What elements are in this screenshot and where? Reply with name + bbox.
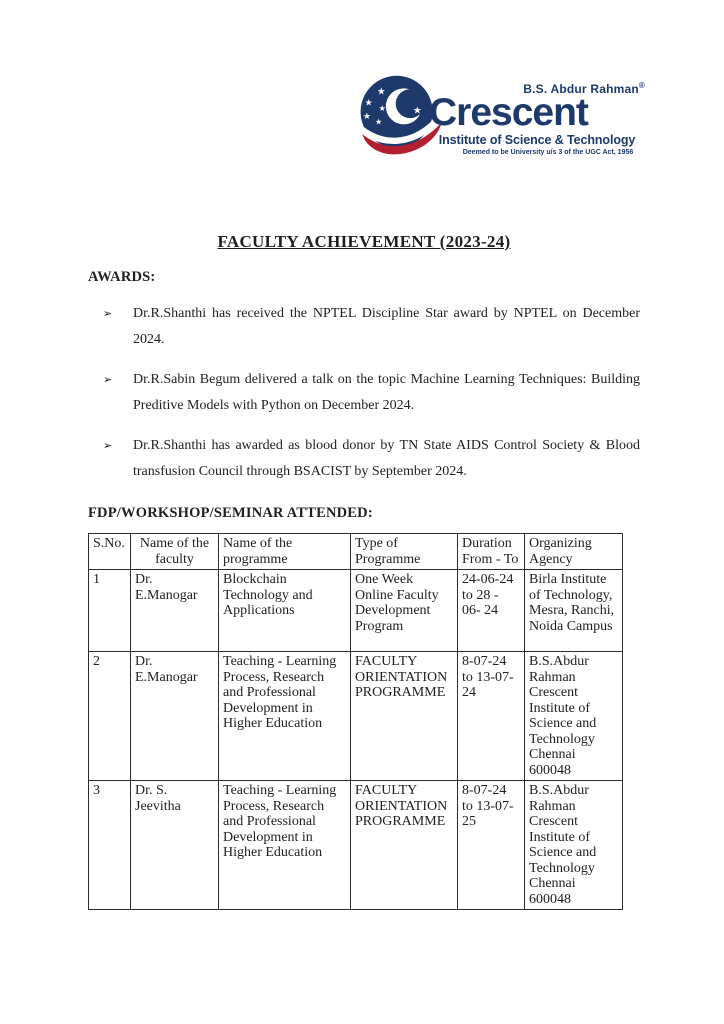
logo-tagline: Deemed to be University u/s 3 of the UGC Act, 1956 (462, 149, 634, 156)
award-item-text: Dr.R.Shanthi has awarded as blood donor by TN State AIDS Control Society & Blood transfusion Council through BSACIST by September 2024. (133, 438, 640, 479)
table-header-cell-sno: S.No. (89, 534, 131, 570)
table-header-row (89, 534, 623, 570)
fdp-section-heading: FDP/WORKSHOP/SEMINAR ATTENDED: (88, 505, 373, 521)
page-title: FACULTY ACHIEVEMENT (2023-24) (217, 232, 511, 251)
star-icon: ★ (378, 102, 386, 113)
registered-trademark: ® (638, 81, 645, 90)
table-header-cell-programme: Name of the programme (219, 534, 351, 570)
table-cell-agency: Birla Institute of Technology, Mesra, Ranchi, Noida Campus (525, 570, 623, 652)
table-cell-duration: 8-07-24 to 13-07- 25 (458, 781, 525, 910)
fdp-table (88, 533, 623, 910)
arrow-bullet-icon: ➢ (103, 373, 113, 386)
table-header-cell-faculty: Name of the faculty (131, 534, 219, 570)
logo-institute-line: Institute of Science & Technology (438, 133, 636, 147)
table-cell-sno: 2 (89, 652, 131, 781)
table-row (89, 781, 623, 910)
document-content (88, 232, 640, 910)
table-cell-agency: B.S.Abdur Rahman Crescent Institute of Science and Technology Chennai 600048 (525, 781, 623, 910)
arrow-bullet-icon: ➢ (103, 439, 113, 452)
awards-list (88, 301, 640, 485)
table-cell-programme: Blockchain Technology and Applications (219, 570, 351, 652)
award-item-text: Dr.R.Sabin Begum delivered a talk on the topic Machine Learning Techniques: Building Preditive Models with Python on December 2024. (133, 372, 640, 413)
table-cell-type: One Week Online Faculty Development Program (351, 570, 458, 652)
table-cell-programme: Teaching - Learning Process, Research and Professional Development in Higher Education (219, 781, 351, 910)
award-item-text: Dr.R.Shanthi has received the NPTEL Discipline Star award by NPTEL on December 2024. (133, 306, 640, 347)
award-item (88, 367, 640, 419)
table-cell-duration: 8-07-24 to 13-07- 24 (458, 652, 525, 781)
institution-logo (357, 72, 645, 172)
arrow-bullet-icon: ➢ (103, 307, 113, 320)
table-cell-faculty: Dr. E.Manogar (131, 652, 219, 781)
table-cell-duration: 24-06-24 to 28 - 06- 24 (458, 570, 525, 652)
table-cell-faculty: Dr. E.Manogar (131, 570, 219, 652)
star-icon: ★ (376, 86, 386, 98)
logo-parent-name-label: B.S. Abdur Rahman (523, 82, 639, 96)
table-cell-programme: Teaching - Learning Process, Research and Professional Development in Higher Education (219, 652, 351, 781)
logo-text-block (429, 72, 645, 156)
table-cell-type: FACULTY ORIENTATION PROGRAMME (351, 781, 458, 910)
star-icon: ★ (412, 105, 422, 117)
award-item (88, 301, 640, 353)
table-row (89, 570, 623, 652)
table-header-cell-duration: Duration From - To (458, 534, 525, 570)
star-icon: ★ (364, 98, 373, 109)
table-header-cell-agency: Organizing Agency (525, 534, 623, 570)
table-cell-type: FACULTY ORIENTATION PROGRAMME (351, 652, 458, 781)
table-cell-faculty: Dr. S. Jeevitha (131, 781, 219, 910)
table-cell-sno: 1 (89, 570, 131, 652)
table-header-cell-type: Type of Programme (351, 534, 458, 570)
star-icon: ★ (362, 112, 371, 122)
table-cell-agency: B.S.Abdur Rahman Crescent Institute of Science and Technology Chennai 600048 (525, 652, 623, 781)
table-row (89, 652, 623, 781)
star-icon: ★ (374, 116, 383, 127)
logo-brand-name: Crescent (429, 91, 588, 134)
table-cell-sno: 3 (89, 781, 131, 910)
award-item (88, 433, 640, 485)
awards-heading: AWARDS: (88, 269, 156, 285)
